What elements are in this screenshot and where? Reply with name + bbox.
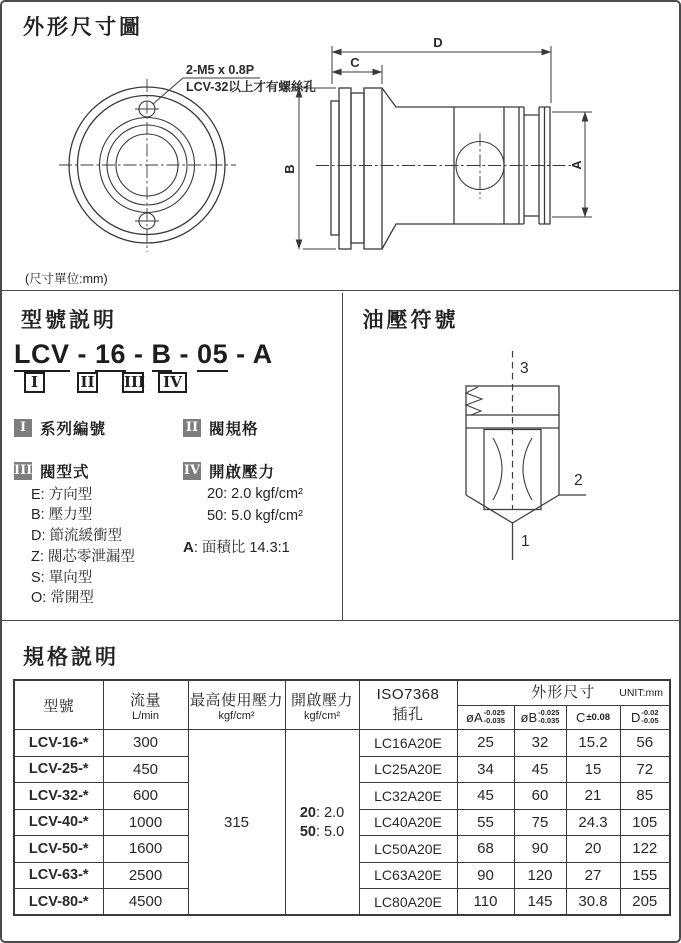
legend-valve-type-title: 閥型式 bbox=[40, 463, 90, 481]
opening-pressure-item: 50: 5.0 kgf/cm² bbox=[207, 507, 303, 524]
col-header-dim-a: øA -0.025 -0.035 bbox=[457, 706, 514, 730]
legend-opening-pressure-title: 開啟壓力 bbox=[209, 463, 276, 481]
port-label-out: 2 bbox=[573, 471, 583, 489]
model-code bbox=[14, 339, 273, 370]
dim-label-b: B bbox=[282, 164, 297, 174]
max-pressure-cell: 315 bbox=[188, 730, 285, 916]
thread-annotation-line2: LCV-32以上才有螺絲孔 bbox=[186, 80, 316, 94]
port-label-pilot: 3 bbox=[519, 359, 529, 377]
model-separator: - bbox=[126, 338, 152, 369]
legend-series-title: 系列編號 bbox=[40, 420, 107, 438]
valve-type-list bbox=[31, 485, 135, 610]
legend-numeral-icon: II bbox=[183, 419, 201, 437]
col-header-model: 型號 bbox=[14, 680, 103, 730]
model-segment-series: LCV bbox=[14, 339, 70, 372]
numeral-box-4: IV bbox=[158, 372, 187, 393]
model-separator: - bbox=[228, 338, 253, 369]
col-header-opening-pressure: 開啟壓力 kgf/cm² bbox=[285, 680, 359, 730]
section-middle bbox=[2, 293, 679, 621]
numeral-box-3: III bbox=[124, 372, 146, 391]
dim-label-d: D bbox=[433, 35, 443, 50]
table-row: LCV-80-* 4500 LC80A20E 110 145 30.8 205 bbox=[14, 889, 670, 916]
thread-annotation-line1: 2-M5 x 0.8P bbox=[186, 63, 255, 77]
valve-symbol bbox=[466, 351, 586, 560]
legend-opening-pressure bbox=[183, 460, 275, 482]
model-segment-pressure: 05 bbox=[197, 339, 228, 372]
col-header-dim-d: D -0.02 -0.05 bbox=[620, 706, 670, 730]
spring-icon bbox=[466, 387, 482, 415]
numeral-box-2: II bbox=[77, 372, 98, 393]
valve-type-item: S: 單向型 bbox=[31, 569, 93, 586]
valve-type-item: D: 節流緩衝型 bbox=[31, 528, 123, 545]
valve-type-item: O: 常開型 bbox=[31, 590, 94, 607]
opening-pressure-cell: 20: 2.0 50: 5.0 bbox=[285, 730, 359, 916]
col-header-flow: 流量 L/min bbox=[103, 680, 188, 730]
legend-numeral-icon: III bbox=[14, 462, 33, 478]
model-segment-type: B bbox=[152, 339, 172, 372]
col-header-max-pressure: 最高使用壓力 kgf/cm² bbox=[188, 680, 285, 730]
model-segment-ratio: A bbox=[252, 338, 273, 369]
col-header-dim-c: C ±0.08 bbox=[566, 706, 620, 730]
dim-label-a: A bbox=[569, 160, 584, 170]
legend-valve-type bbox=[14, 460, 90, 482]
hydraulic-symbol-panel bbox=[345, 293, 680, 620]
table-row: LCV-50-* 1600 LC50A20E 68 90 20 122 bbox=[14, 836, 670, 863]
table-row: LCV-63-* 2500 LC63A20E 90 120 27 155 bbox=[14, 862, 670, 889]
col-header-outline-dims: 外形尺寸 UNIT:mm bbox=[457, 680, 670, 706]
valve-type-item: B: 壓力型 bbox=[31, 507, 93, 524]
drawing-unit-note: (尺寸單位:mm) bbox=[25, 272, 108, 286]
legend-numeral-icon: IV bbox=[183, 462, 201, 478]
area-ratio-note bbox=[183, 536, 290, 557]
model-separator: - bbox=[69, 338, 95, 369]
legend-series bbox=[14, 417, 106, 439]
section-title-dimensions: 外形尺寸圖 bbox=[23, 16, 143, 39]
col-header-iso-cavity: ISO7368 插孔 bbox=[359, 680, 457, 730]
legend-spec bbox=[183, 417, 259, 439]
section-title-specs: 規格説明 bbox=[23, 646, 119, 669]
section-dimension-drawing bbox=[2, 2, 679, 291]
section-title-symbol: 油壓符號 bbox=[362, 308, 459, 332]
front-view bbox=[59, 78, 260, 252]
table-unit-note: UNIT:mm bbox=[619, 687, 663, 699]
model-separator: - bbox=[171, 338, 198, 369]
area-ratio-text: : 面積比 14.3:1 bbox=[193, 539, 290, 556]
hydraulic-symbol-drawing bbox=[345, 293, 681, 621]
table-row: LCV-32-* 600 LC32A20E 45 60 21 85 bbox=[14, 783, 670, 810]
side-view bbox=[331, 88, 550, 249]
spec-table bbox=[13, 679, 671, 916]
dimension-drawing bbox=[2, 2, 681, 291]
valve-type-item: E: 方向型 bbox=[31, 486, 93, 503]
model-explanation-panel bbox=[2, 293, 343, 620]
table-row: LCV-40-* 1000 LC40A20E 55 75 24.3 105 bbox=[14, 809, 670, 836]
dimension-lines bbox=[299, 46, 592, 249]
model-segment-size: 16 bbox=[95, 339, 126, 372]
numeral-box-1: I bbox=[24, 372, 45, 393]
valve-type-item: Z: 閥芯零泄漏型 bbox=[31, 548, 135, 565]
port-label-in: 1 bbox=[520, 532, 530, 550]
table-row: LCV-25-* 450 LC25A20E 34 45 15 72 bbox=[14, 756, 670, 783]
legend-numeral-icon: I bbox=[14, 419, 32, 437]
section-specifications bbox=[2, 622, 679, 943]
opening-pressure-item: 20: 2.0 kgf/cm² bbox=[207, 485, 303, 502]
area-ratio-code: A bbox=[183, 538, 194, 556]
opening-pressure-list bbox=[207, 483, 303, 527]
col-header-dim-b: øB -0.025 -0.035 bbox=[514, 706, 566, 730]
dim-label-c: C bbox=[350, 55, 360, 70]
table-row: LCV-16-* 300 315 20: 2.0 50: 5.0 LC16A20E 25 32 15.2 56 bbox=[14, 730, 670, 757]
legend-spec-title: 閥規格 bbox=[209, 420, 259, 438]
section-title-model: 型號説明 bbox=[21, 308, 117, 332]
